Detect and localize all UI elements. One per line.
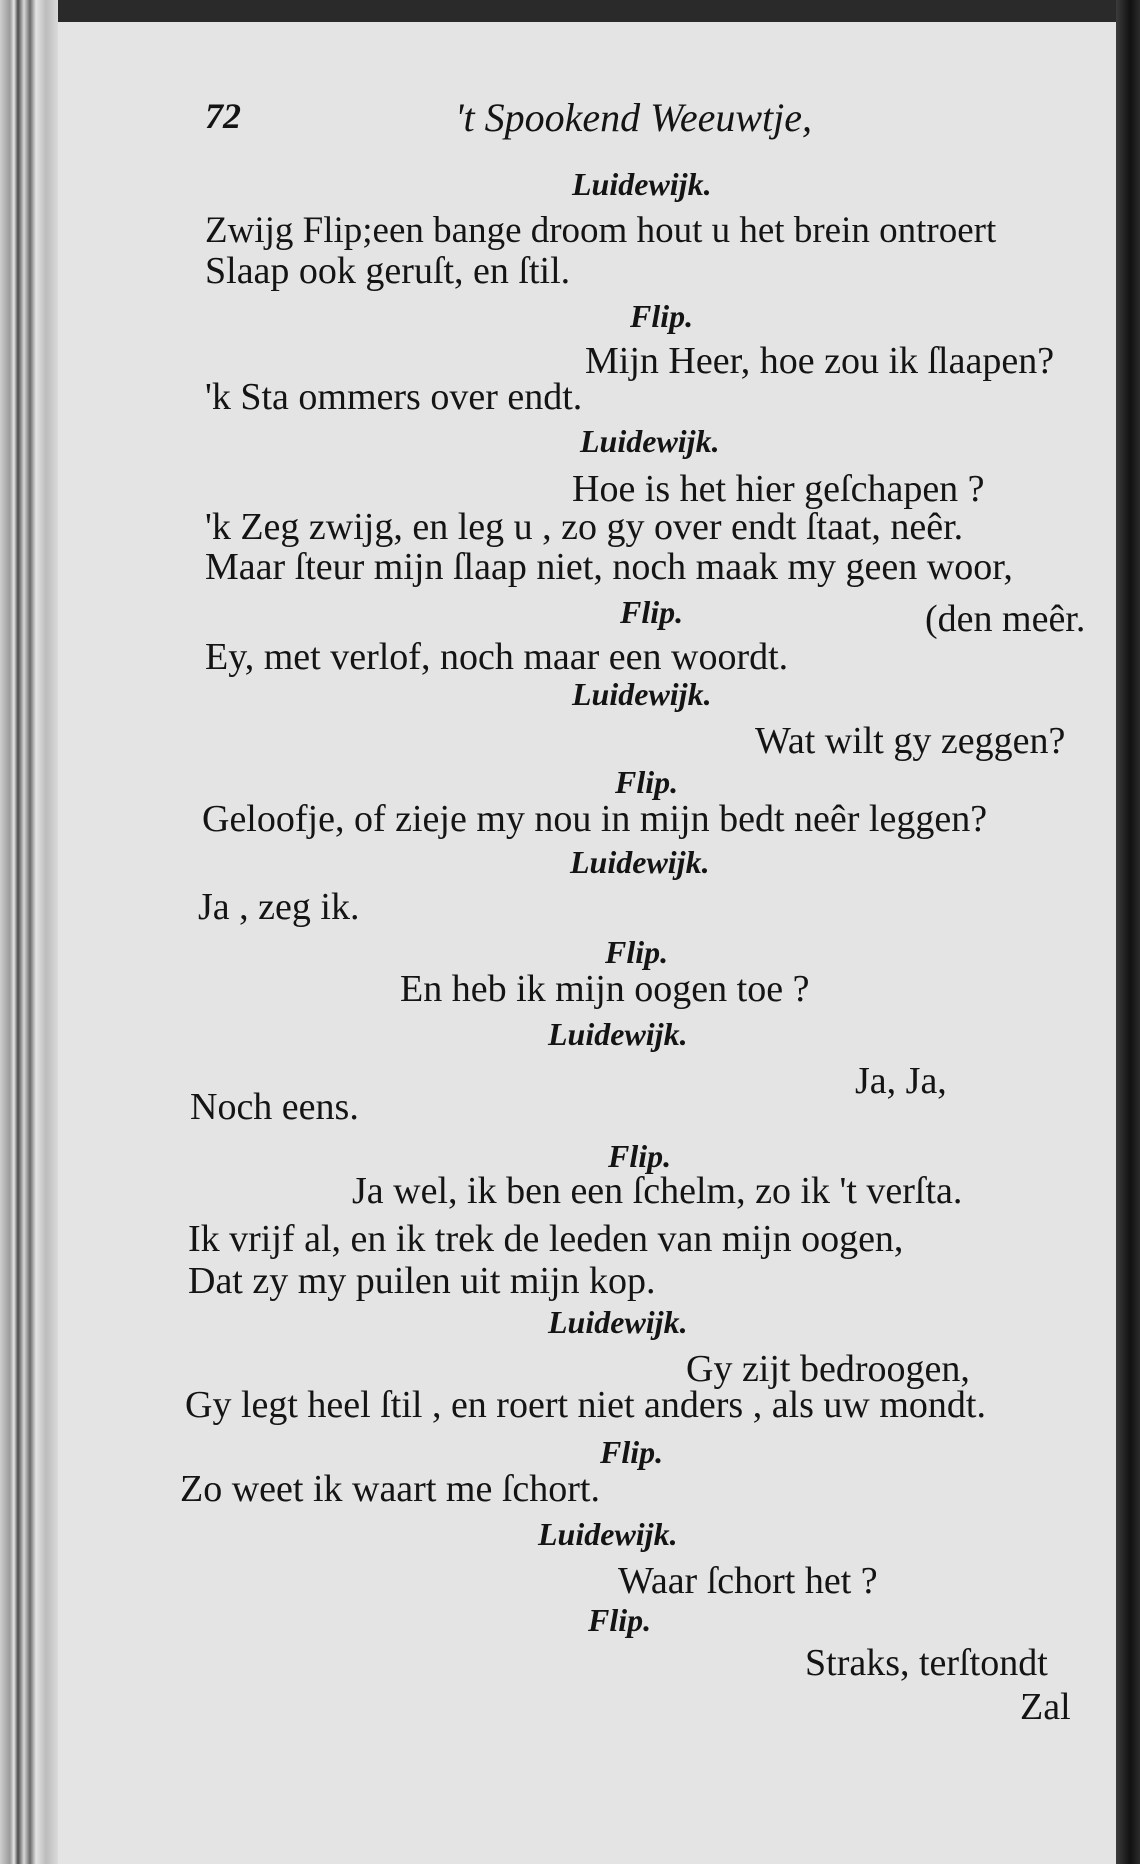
verse-line: Gy zijt bedroogen, (686, 1348, 970, 1390)
verse-line: Gy legt heel ſtil , en roert niet anders , als uw mondt. (185, 1384, 986, 1426)
verse-line: En heb ik mijn oogen toe ? (400, 968, 810, 1010)
verse-line: Mijn Heer, hoe zou ik ſlaapen? (585, 340, 1055, 382)
speaker-label: Flip. (608, 1138, 672, 1174)
verse-line: Slaap ook geruſt, en ſtil. (205, 250, 571, 292)
verse-line: Noch eens. (190, 1086, 359, 1128)
verse-line: 'k Sta ommers over endt. (205, 376, 583, 418)
speaker-label: Luidewijk. (572, 166, 712, 202)
speaker-label: Luidewijk. (572, 676, 712, 712)
verse-line: Zwijg Flip;een bange droom hout u het brein ontroert (205, 210, 997, 251)
verse-line: Geloofje, of zieje my nou in mijn bedt neêr leggen? (202, 798, 988, 840)
speaker-label: Luidewijk. (548, 1304, 688, 1340)
verse-line: Hoe is het hier geſchapen ? (572, 468, 985, 510)
book-gutter (0, 0, 58, 1864)
speaker-label: Flip. (620, 594, 684, 630)
verse-line-turnover: (den meêr. (925, 598, 1086, 640)
speaker-label: Flip. (630, 298, 694, 334)
verse-line: Ja wel, ik ben een ſchelm, zo ik 't verſta. (352, 1170, 963, 1212)
verse-line: Dat zy my puilen uit mijn kop. (188, 1260, 656, 1302)
verse-line: Waar ſchort het ? (618, 1560, 878, 1602)
speaker-label: Luidewijk. (570, 844, 710, 880)
verse-line: Ja , zeg ik. (198, 886, 360, 928)
speaker-label: Flip. (588, 1602, 652, 1638)
catchword: Zal (1020, 1686, 1071, 1728)
verse-line: Zo weet ik waart me ſchort. (180, 1468, 600, 1510)
running-title: 't Spookend Weeuwtje, (455, 95, 812, 140)
verse-line: Ja, Ja, (855, 1060, 947, 1102)
page-sheet (58, 22, 1116, 1864)
speaker-label: Luidewijk. (580, 423, 720, 459)
verse-line: Wat wilt gy zeggen? (755, 720, 1066, 762)
facing-page-edge (1116, 0, 1140, 1864)
page-number: 72 (205, 96, 241, 136)
verse-line: Ik vrijf al, en ik trek de leeden van mijn oogen, (188, 1218, 904, 1260)
speaker-label: Luidewijk. (548, 1016, 688, 1052)
verse-line: Ey, met verlof, noch maar een woordt. (205, 636, 789, 678)
verse-line: 'k Zeg zwijg, en leg u , zo gy over endt ſtaat, neêr. (205, 506, 964, 548)
speaker-label: Luidewijk. (538, 1516, 678, 1552)
verse-line: Straks, terſtondt (805, 1642, 1048, 1684)
speaker-label: Flip. (605, 934, 669, 970)
speaker-label: Flip. (600, 1434, 664, 1470)
speaker-label: Flip. (615, 764, 679, 800)
verse-line: Maar ſteur mijn ſlaap niet, noch maak my geen woor, (205, 546, 1013, 588)
